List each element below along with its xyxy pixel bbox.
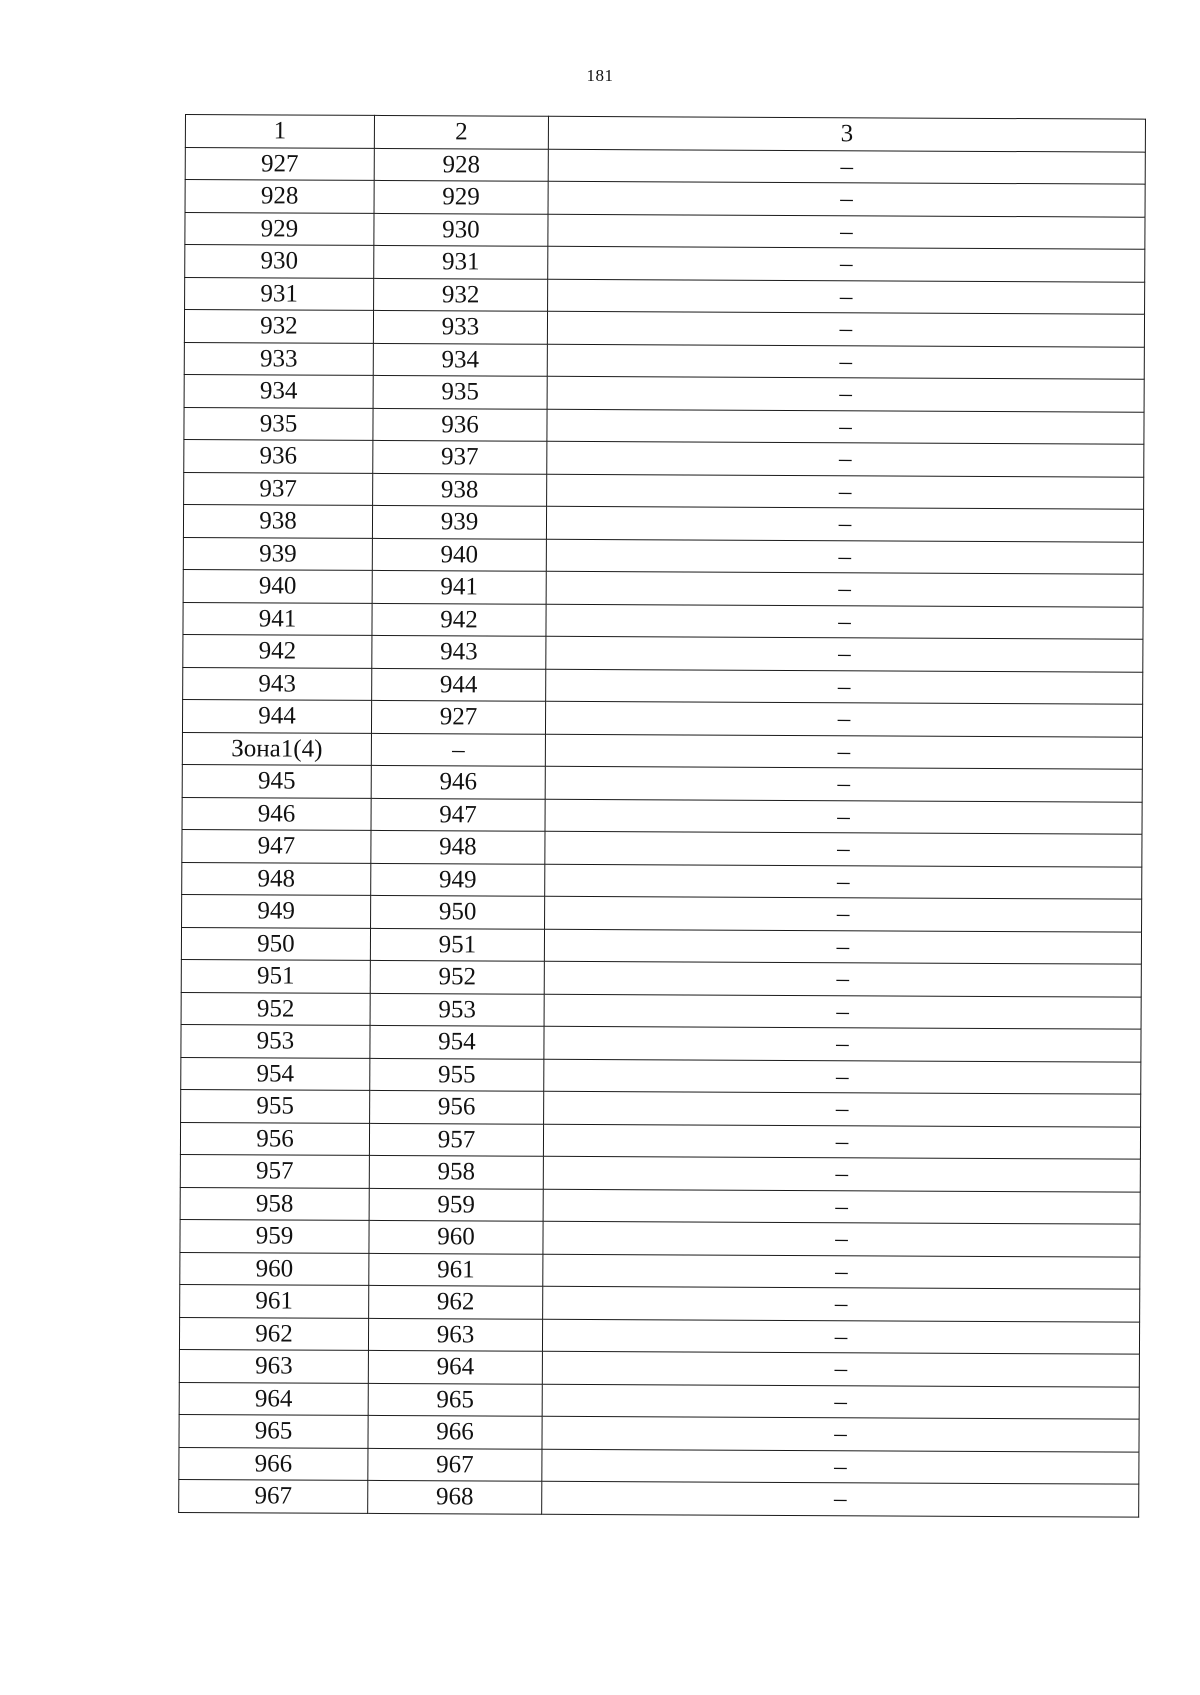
table-cell-col1: 944 (182, 699, 371, 732)
table-row (180, 1219, 1140, 1256)
table-cell-col1: 929 (185, 212, 374, 245)
table-cell-col3: – (548, 181, 1145, 216)
table-cell-col2: 952 (370, 960, 544, 993)
table-cell-col2: 941 (372, 570, 546, 603)
table-cell-col1: 937 (184, 472, 373, 505)
table-cell-col3: – (546, 636, 1143, 671)
table-cell-col1: 948 (182, 862, 371, 895)
table-cell-col3: – (545, 734, 1142, 769)
table-cell-col3: – (543, 1221, 1140, 1256)
table-cell-col3: – (543, 1124, 1140, 1159)
table-cell-col3: – (546, 539, 1143, 574)
table-cell-col3: – (548, 279, 1145, 314)
table-cell-col1: 941 (183, 602, 372, 635)
table-cell-col2: 965 (368, 1383, 542, 1416)
table-cell-col3: – (543, 1189, 1140, 1224)
table-cell-col1: 951 (181, 959, 370, 992)
table-cell-col3: – (545, 831, 1142, 866)
table-cell-col3: – (547, 474, 1144, 509)
table-cell-col3: – (542, 1449, 1139, 1484)
table-row (182, 797, 1142, 834)
table-row (183, 537, 1143, 574)
table-cell-col3: – (545, 896, 1142, 931)
table-row (181, 992, 1141, 1029)
table-row (184, 342, 1144, 379)
table-cell-col1: 939 (183, 537, 372, 570)
table-cell-col1: 947 (182, 829, 371, 862)
table-header (185, 115, 1145, 152)
table-cell-col1: 927 (185, 147, 374, 180)
table-row (184, 439, 1144, 476)
table-cell-col1: 932 (184, 310, 373, 343)
table-cell-col3: – (547, 376, 1144, 411)
table-cell-col3: – (547, 441, 1144, 476)
table-cell-col2: 934 (373, 343, 547, 376)
table-cell-col1: 931 (185, 277, 374, 310)
table-cell-col2: 963 (368, 1318, 542, 1351)
table-cell-col1: 943 (183, 667, 372, 700)
table-cell-col2: 959 (369, 1188, 543, 1221)
table-row (181, 1057, 1141, 1094)
table-cell-col2: 953 (370, 993, 544, 1026)
table-row (185, 180, 1145, 217)
table-cell-col3: – (545, 864, 1142, 899)
table-cell-col2: 967 (368, 1448, 542, 1481)
table-cell-col2: 942 (372, 603, 546, 636)
table-cell-col3: – (542, 1416, 1139, 1451)
table-cell-col1: 962 (179, 1317, 368, 1350)
table-cell-col2: 960 (369, 1220, 543, 1253)
table-cell-col2: 966 (368, 1415, 542, 1448)
table-row (184, 310, 1144, 347)
table-body (179, 147, 1146, 1517)
table-row (180, 1154, 1140, 1191)
table-cell-col2: 961 (369, 1253, 543, 1286)
table-row (185, 147, 1145, 184)
table-row (182, 862, 1142, 899)
table-cell-col1: 938 (183, 504, 372, 537)
table-cell-col2: 927 (371, 700, 545, 733)
table-cell-col1: 940 (183, 569, 372, 602)
header-cell-col2: 2 (374, 115, 548, 148)
table-cell-col2: 928 (374, 148, 548, 181)
table-row (181, 959, 1141, 996)
table-cell-col3: – (542, 1351, 1139, 1386)
table-cell-col3: – (547, 344, 1144, 379)
table-cell-col2: 948 (371, 830, 545, 863)
table-row (181, 1089, 1141, 1126)
table-row (183, 569, 1143, 606)
table-row (185, 245, 1145, 282)
table-cell-col1: 957 (180, 1154, 369, 1187)
table-cell-col1: 949 (182, 894, 371, 927)
table-row (179, 1479, 1139, 1516)
table-cell-col1: 945 (182, 764, 371, 797)
table-row (179, 1317, 1139, 1354)
table-cell-col1: 933 (184, 342, 373, 375)
table-cell-col2: 944 (372, 668, 546, 701)
table-cell-col2: 957 (369, 1123, 543, 1156)
table-row (181, 927, 1141, 964)
table-cell-col3: – (543, 1286, 1140, 1321)
table-cell-col1: Зона1(4) (182, 732, 371, 765)
table-row (179, 1447, 1139, 1484)
table-cell-col2: 935 (373, 375, 547, 408)
table-cell-col1: 963 (179, 1349, 368, 1382)
document-table-wrapper (178, 114, 1145, 1517)
table-cell-col2: 950 (371, 895, 545, 928)
table-cell-col3: – (545, 799, 1142, 834)
table-cell-col1: 936 (184, 439, 373, 472)
table-cell-col1: 964 (179, 1382, 368, 1415)
table-cell-col3: – (544, 1026, 1141, 1061)
table-cell-col2: 939 (372, 505, 546, 538)
table-cell-col1: 954 (181, 1057, 370, 1090)
table-cell-col2: 940 (372, 538, 546, 571)
table-cell-col2: 937 (373, 440, 547, 473)
table-cell-col2: 956 (370, 1090, 544, 1123)
table-cell-col3: – (543, 1254, 1140, 1289)
table-cell-col2: – (371, 733, 545, 766)
table-row (185, 277, 1145, 314)
table-cell-col3: – (545, 701, 1142, 736)
table-row (180, 1284, 1140, 1321)
table-row (180, 1252, 1140, 1289)
table-row (185, 212, 1145, 249)
header-cell-col1: 1 (185, 115, 374, 148)
table-row (179, 1414, 1139, 1451)
table-cell-col2: 964 (368, 1350, 542, 1383)
header-cell-col3: 3 (548, 116, 1145, 151)
table-cell-col2: 968 (368, 1480, 542, 1513)
table-row (183, 504, 1143, 541)
table-cell-col3: – (546, 669, 1143, 704)
table-cell-col3: – (542, 1384, 1139, 1419)
table-cell-col2: 962 (369, 1285, 543, 1318)
table-cell-col3: – (546, 571, 1143, 606)
table-cell-col2: 933 (373, 310, 547, 343)
table-cell-col1: 934 (184, 374, 373, 407)
table-row (182, 732, 1142, 769)
table-cell-col3: – (548, 246, 1145, 281)
table-row (181, 1024, 1141, 1061)
table-row (183, 667, 1143, 704)
table-cell-col2: 947 (371, 798, 545, 831)
table-row (182, 699, 1142, 736)
table-cell-col2: 930 (374, 213, 548, 246)
table-cell-col3: – (543, 1156, 1140, 1191)
table-cell-col2: 951 (370, 928, 544, 961)
table-cell-col1: 956 (180, 1122, 369, 1155)
page-number: 181 (586, 66, 614, 85)
table-cell-col1: 967 (179, 1479, 368, 1512)
table-cell-col1: 959 (180, 1219, 369, 1252)
table-cell-col1: 953 (181, 1024, 370, 1057)
table-row (182, 894, 1142, 931)
table-cell-col3: – (544, 929, 1141, 964)
table-cell-col3: – (544, 1091, 1141, 1126)
table-cell-col1: 965 (179, 1414, 368, 1447)
table-row (184, 407, 1144, 444)
table-cell-col3: – (548, 214, 1145, 249)
table-cell-col3: – (544, 1059, 1141, 1094)
table-cell-col1: 935 (184, 407, 373, 440)
table-cell-col3: – (547, 311, 1144, 346)
table-cell-col3: – (547, 409, 1144, 444)
table-row (182, 764, 1142, 801)
document-table (178, 114, 1146, 1517)
table-row (180, 1187, 1140, 1224)
table-cell-col2: 943 (372, 635, 546, 668)
table-cell-col1: 966 (179, 1447, 368, 1480)
table-cell-col2: 931 (374, 245, 548, 278)
table-row (183, 634, 1143, 671)
table-cell-col1: 955 (181, 1089, 370, 1122)
table-cell-col1: 928 (185, 180, 374, 213)
table-cell-col2: 949 (371, 863, 545, 896)
table-cell-col2: 936 (373, 408, 547, 441)
table-cell-col1: 930 (185, 245, 374, 278)
table-cell-col1: 961 (180, 1284, 369, 1317)
table-cell-col3: – (546, 506, 1143, 541)
table-row (184, 472, 1144, 509)
table-cell-col1: 958 (180, 1187, 369, 1220)
table-cell-col3: – (542, 1481, 1139, 1516)
table-cell-col1: 946 (182, 797, 371, 830)
table-cell-col1: 960 (180, 1252, 369, 1285)
table-row (182, 829, 1142, 866)
table-cell-col2: 929 (374, 180, 548, 213)
table-cell-col3: – (545, 766, 1142, 801)
table-cell-col3: – (546, 604, 1143, 639)
table-cell-col1: 952 (181, 992, 370, 1025)
table-row (179, 1382, 1139, 1419)
table-cell-col2: 955 (370, 1058, 544, 1091)
table-cell-col2: 946 (371, 765, 545, 798)
table-cell-col1: 942 (183, 634, 372, 667)
table-cell-col2: 932 (374, 278, 548, 311)
table-cell-col3: – (548, 149, 1145, 184)
table-row (180, 1122, 1140, 1159)
table-cell-col3: – (544, 961, 1141, 996)
table-cell-col3: – (542, 1319, 1139, 1354)
table-header-row (185, 115, 1145, 152)
table-row (183, 602, 1143, 639)
table-row (184, 374, 1144, 411)
table-row (179, 1349, 1139, 1386)
table-cell-col3: – (544, 994, 1141, 1029)
table-cell-col1: 950 (181, 927, 370, 960)
table-cell-col2: 954 (370, 1025, 544, 1058)
table-cell-col2: 938 (373, 473, 547, 506)
table-cell-col2: 958 (369, 1155, 543, 1188)
